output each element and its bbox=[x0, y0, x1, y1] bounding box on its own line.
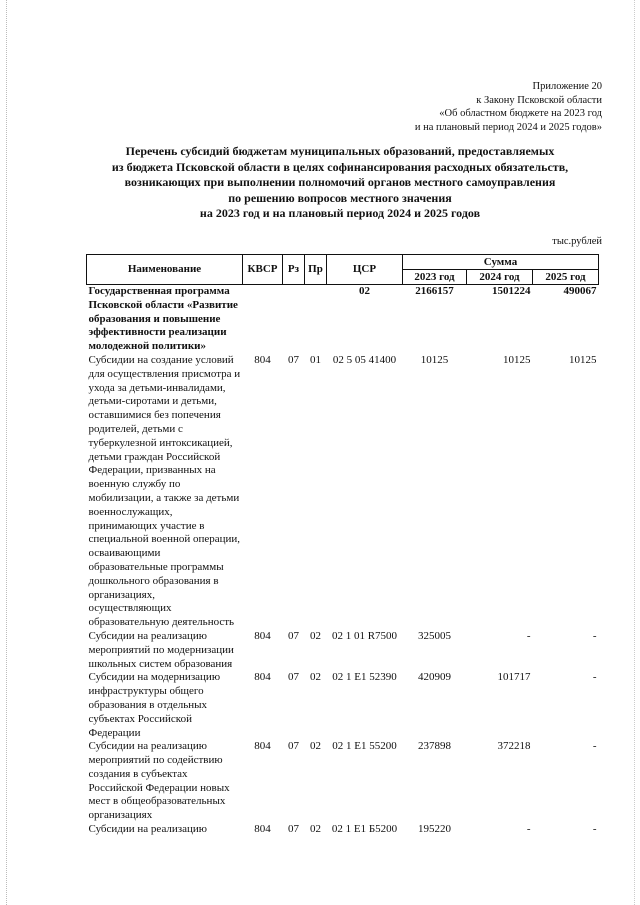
row-2025: 10125 bbox=[569, 353, 597, 366]
scan-edge-right bbox=[634, 0, 636, 905]
row-2025: - bbox=[592, 629, 597, 642]
row-2023: 195220 bbox=[418, 823, 451, 836]
title-line: возникающих при выполнении полномочий органов местного самоуправления bbox=[124, 175, 556, 189]
row-kvsr: 804 bbox=[254, 671, 271, 684]
header-name: Наименование bbox=[87, 255, 243, 285]
header-kvsr: КВСР bbox=[243, 255, 283, 285]
row-csr: 02 1 E1 55200 bbox=[332, 740, 397, 753]
table-row bbox=[87, 740, 599, 823]
appendix-reference bbox=[415, 80, 602, 134]
row-kvsr: 804 bbox=[254, 823, 271, 836]
row-name: Субсидии на реализацию bbox=[88, 823, 208, 836]
appendix-line: Приложение 20 bbox=[532, 81, 602, 92]
row-pr: 02 bbox=[310, 629, 321, 642]
document-title bbox=[60, 144, 620, 222]
row-kvsr bbox=[243, 285, 283, 354]
title-line: на 2023 год и на плановый период 2024 и 2025 годов bbox=[199, 206, 481, 220]
row-name: Субсидии на реализацию мероприятий по модернизации школьных систем образования bbox=[88, 629, 234, 670]
row-name: Субсидии на модернизацию инфраструктуры общего образования в отдельных субъектах Российской Федерации bbox=[88, 671, 221, 739]
table-row bbox=[87, 823, 599, 837]
row-csr: 02 bbox=[359, 285, 370, 297]
header-csr: ЦСР bbox=[327, 255, 403, 285]
table-row bbox=[87, 630, 599, 671]
row-2025: - bbox=[592, 671, 597, 684]
row-2024: - bbox=[526, 629, 531, 642]
row-rz: 07 bbox=[288, 740, 299, 753]
row-rz bbox=[283, 285, 305, 354]
row-2024: 1501224 bbox=[492, 285, 531, 297]
row-csr: 02 1 E1 52390 bbox=[332, 671, 397, 684]
table-row bbox=[87, 671, 599, 740]
row-2023: 2166157 bbox=[415, 285, 454, 297]
row-rz: 07 bbox=[288, 671, 299, 684]
row-name: Субсидии на реализацию мероприятий по содействию создания в субъектах Российской Федерации новых мест в общеобразовательных организациях bbox=[88, 740, 230, 822]
row-pr bbox=[305, 285, 327, 354]
title-line: Перечень субсидий бюджетам муниципальных образований, предоставляемых bbox=[125, 144, 555, 158]
units-label: тыс.рублей bbox=[552, 236, 602, 247]
header-year-2025: 2025 год bbox=[533, 270, 599, 285]
header-rz: Рз bbox=[283, 255, 305, 285]
row-pr: 02 bbox=[310, 671, 321, 684]
title-line: из бюджета Псковской области в целях софинансирования расходных обязательств, bbox=[111, 159, 569, 174]
row-2023: 325005 bbox=[418, 629, 451, 642]
row-rz: 07 bbox=[288, 629, 299, 642]
subsidies-table bbox=[86, 254, 599, 837]
row-2025: - bbox=[592, 823, 597, 836]
scan-edge-left bbox=[6, 0, 8, 905]
row-csr: 02 1 01 R7500 bbox=[331, 629, 398, 642]
row-2023: 10125 bbox=[420, 353, 449, 366]
appendix-line: «Об областном бюджете на 2023 год bbox=[439, 108, 602, 119]
row-csr: 02 1 E1 Б5200 bbox=[331, 823, 398, 836]
row-csr: 02 5 05 41400 bbox=[332, 353, 397, 366]
row-rz: 07 bbox=[288, 823, 299, 836]
table-row bbox=[87, 354, 599, 630]
appendix-line: и на плановый период 2024 и 2025 годов» bbox=[414, 121, 602, 133]
table-row bbox=[87, 285, 599, 354]
row-pr: 02 bbox=[310, 823, 321, 836]
appendix-line: к Закону Псковской области bbox=[476, 94, 602, 106]
row-2023: 237898 bbox=[418, 740, 451, 753]
row-kvsr: 804 bbox=[254, 740, 271, 753]
header-year-2023: 2023 год bbox=[403, 270, 467, 285]
row-name: Субсидии на создание условий для осуществления присмотра и ухода за детьми-инвалидами, детьми-сиротами и детьми, оставшимися без попечения родителей, детьми с туберкулезной интоксикацией, детьми граждан Российской Федерации, призванных на военную службу по мобилизации, а также за детьми военнослужащих, принимающих участие в специальной военной операции, осваивающими образовательные программы дошкольного образования в организациях, осуществляющих образовательную деятельность bbox=[88, 353, 241, 629]
title-line: по решению вопросов местного значения bbox=[228, 190, 452, 205]
row-2024: - bbox=[526, 823, 531, 836]
row-name: Государственная программа Псковской области «Развитие образования и повышение эффективности реализации молодежной политики» bbox=[88, 285, 238, 353]
header-year-2024: 2024 год bbox=[467, 270, 533, 285]
row-2024: 10125 bbox=[503, 353, 531, 366]
row-pr: 02 bbox=[310, 740, 321, 753]
row-2024: 372218 bbox=[497, 740, 531, 753]
row-kvsr: 804 bbox=[254, 629, 271, 642]
row-kvsr: 804 bbox=[254, 353, 271, 366]
row-2023: 420909 bbox=[418, 671, 451, 684]
row-pr: 01 bbox=[310, 353, 321, 366]
row-rz: 07 bbox=[288, 353, 299, 366]
row-2025: - bbox=[592, 740, 597, 753]
header-pr: Пр bbox=[305, 255, 327, 285]
row-2025: 490067 bbox=[563, 285, 597, 297]
header-sum: Сумма bbox=[403, 255, 599, 270]
row-2024: 101717 bbox=[497, 671, 531, 684]
